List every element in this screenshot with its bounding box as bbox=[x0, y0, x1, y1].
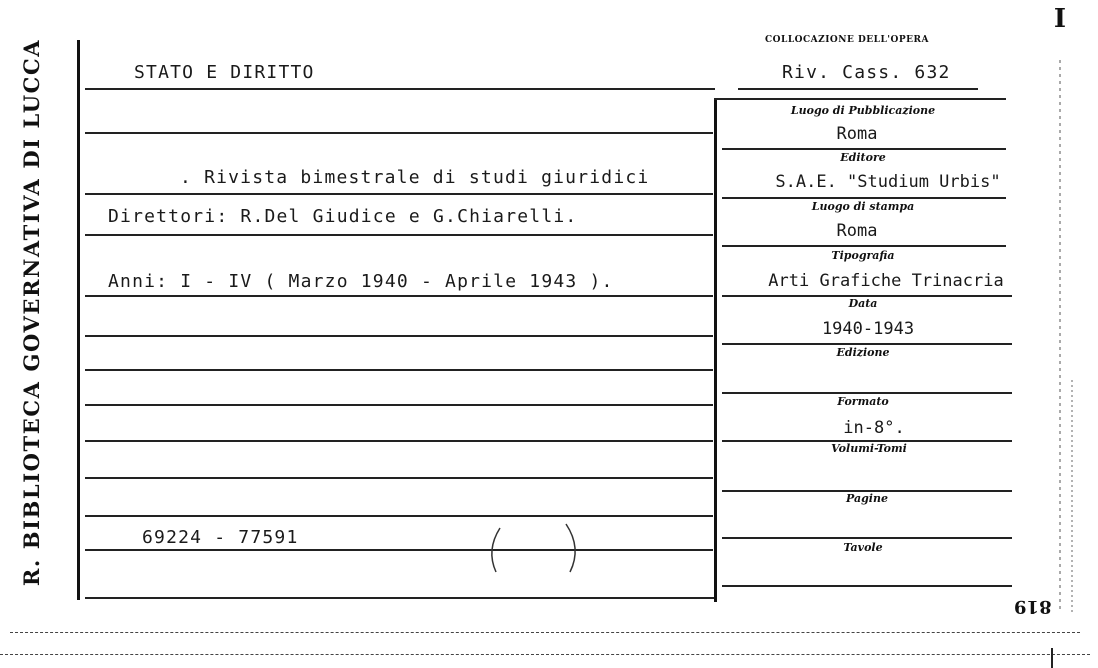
field-label-tipografia: Tipografia bbox=[831, 249, 895, 262]
library-name-label: R. BIBLIOTECA GOVERNATIVA DI LUCCA bbox=[19, 38, 45, 587]
field-label-data: Data bbox=[848, 297, 878, 310]
card-subtitle: . Rivista bimestrale di studi giuridici bbox=[180, 167, 650, 188]
corner-mark: I bbox=[1053, 4, 1066, 34]
stamp-number: 819 bbox=[1014, 596, 1052, 617]
field-value-editore: S.A.E. "Studium Urbis" bbox=[775, 172, 1001, 192]
card-directors: Direttori: R.Del Giudice e G.Chiarelli. bbox=[108, 206, 578, 227]
card-title: STATO E DIRITTO bbox=[134, 62, 315, 83]
collocation-header: COLLOCAZIONE DELL'OPERA bbox=[765, 35, 929, 45]
inventory-numbers: 69224 - 77591 bbox=[142, 527, 299, 548]
card-years: Anni: I - IV ( Marzo 1940 - Aprile 1943 ). bbox=[108, 271, 614, 292]
field-label-formato: Formato bbox=[837, 395, 889, 408]
field-label-tavole: Tavole bbox=[843, 541, 883, 554]
field-label-pagine: Pagine bbox=[846, 492, 888, 505]
field-value-formato: in-8°. bbox=[843, 418, 905, 438]
field-value-luogo-stampa: Roma bbox=[836, 221, 878, 241]
field-label-luogo-pubblicazione: Luogo di Pubblicazione bbox=[790, 104, 936, 117]
field-label-volumi-tomi: Volumi-Tomi bbox=[831, 442, 907, 455]
field-label-luogo-stampa: Luogo di stampa bbox=[811, 200, 915, 213]
field-label-edizione: Edizione bbox=[836, 346, 890, 359]
shelfmark: Riv. Cass. 632 bbox=[782, 62, 951, 83]
field-value-data: 1940-1943 bbox=[821, 319, 915, 339]
field-label-editore: Editore bbox=[840, 151, 886, 164]
field-value-tipografia: Arti Grafiche Trinacria bbox=[768, 271, 1004, 291]
field-value-luogo-pubblicazione: Roma bbox=[836, 124, 878, 144]
